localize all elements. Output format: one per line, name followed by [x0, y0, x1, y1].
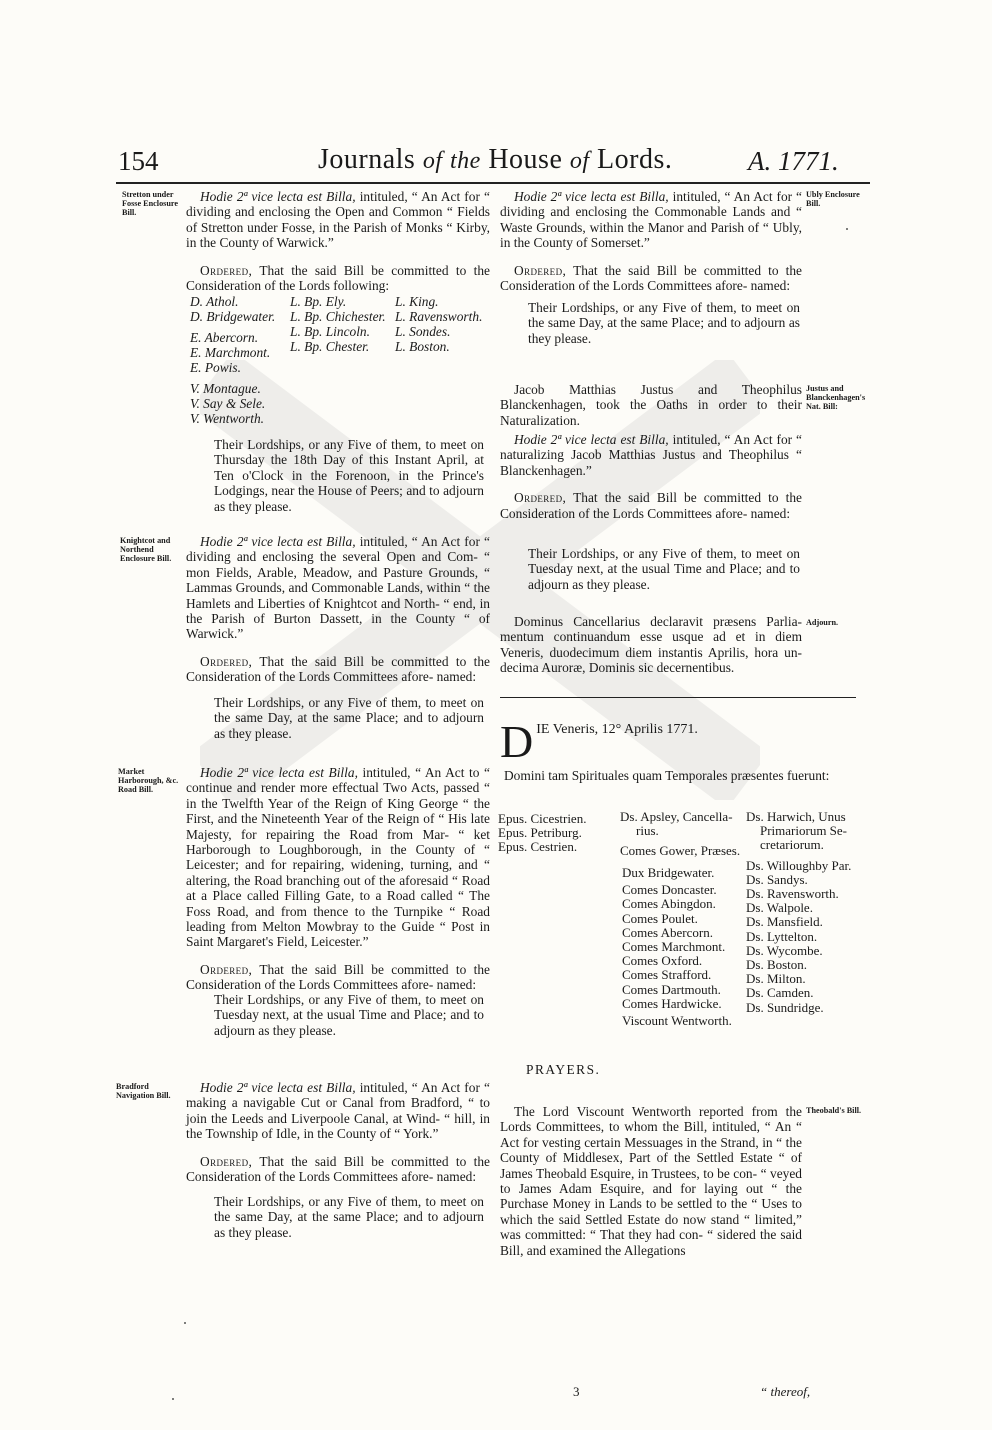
- print-speck: [184, 1322, 186, 1324]
- attendee: Ds. Boston.: [746, 957, 808, 973]
- header-rule: [116, 182, 870, 184]
- meeting-market-harborough: [186, 992, 490, 1038]
- attendee: Comes Hardwicke.: [622, 995, 722, 1011]
- margin-note-stretton: Stretton under Fosse Enclosure Bill.: [122, 190, 179, 217]
- lord-name: L. Bp. Chichester.: [290, 309, 386, 324]
- lord-name: L. Bp. Lincoln.: [290, 324, 370, 339]
- attendee: Comes Abercorn.: [622, 924, 713, 940]
- lord-name: L. King.: [395, 294, 439, 309]
- attendee: Dux Bridgewater.: [622, 865, 715, 880]
- margin-note-bradford: Bradford Navigation Bill.: [116, 1082, 171, 1100]
- attendee: Epus. Petriburg.: [498, 825, 582, 841]
- ordered-text: That the said Bill be committed to the Consideration of the Lords Committees afore- named:: [186, 1153, 490, 1185]
- print-speck: [846, 228, 848, 230]
- margin-note-theobald: Theobald's Bill.: [806, 1106, 862, 1115]
- catchword: “ thereof,: [760, 1384, 811, 1399]
- print-speck: [172, 1398, 174, 1400]
- entry-bradford: [186, 1080, 490, 1184]
- attendee: Comes Doncaster.: [622, 882, 717, 898]
- entry-knightcot: [186, 534, 490, 685]
- attendee: Comes Dartmouth.: [622, 981, 721, 997]
- page-number: 154: [118, 146, 159, 176]
- meeting-text: Their Lordships, or any Five of them, to meet on the same Day, at the same Place; and to adjourn as they please.: [528, 300, 800, 346]
- margin-note-ubly: Ubly Enclosure Bill.: [806, 190, 860, 208]
- attendee: Comes Marchmont.: [622, 939, 726, 955]
- oaths-text: Jacob Matthias Justus and Theophilus Blanckenhagen, took the Oaths in order to their Naturalization.: [500, 382, 802, 428]
- entry-ubly: [500, 189, 802, 293]
- bill-text: intituled, “ An Act for “ naturalizing Jacob Matthias Justus and Theophilus “ Blanckenhagen.”: [500, 432, 802, 478]
- meeting-stretton: [186, 437, 490, 514]
- bill-text: intituled, “ An Act for “ making a navigable Cut or Canal from Bradford, “ to join the Leeds and Liverpoole Canal, at Wind- “ hill, in the Township of Idle, in the County of “ York.”: [186, 1080, 490, 1142]
- hodie-phrase: Hodie 2ª vice lecta est Billa,: [514, 432, 669, 447]
- meeting-knightcot: [186, 695, 490, 741]
- attendee: Epus. Cestrien.: [498, 839, 578, 855]
- attendance-barons: [746, 810, 851, 1015]
- margin-note-market-harborough: Market Harborough, &c. Road Bill.: [118, 767, 179, 794]
- attendee: Ds. Willoughby Par.: [746, 857, 852, 873]
- attendee-cont: cretariorum.: [760, 837, 824, 853]
- meeting-text: Their Lordships, or any Five of them, to meet on Tuesday next, at the usual Time and Place; and to adjourn as they please.: [214, 992, 484, 1038]
- meeting-justus: [500, 546, 806, 592]
- attendee: Ds. Lyttelton.: [746, 928, 818, 944]
- attendance-officers: [620, 810, 740, 859]
- attendee: Ds. Sandys.: [746, 871, 808, 887]
- bill-text: intituled, “ An Act for “ dividing and enclosing the several Open and Com- “ mon Fields, Arable, Meadow, and Pasture Grounds, “ Lammas Grounds, and Commonable Lands, within “ the Hamlets and Liberties of Knightcot and North- “ end, in the Parish of Burton Dassett, in the County “ of Warwick.”: [186, 534, 490, 642]
- lord-name: L. Bp. Ely.: [290, 294, 347, 309]
- lord-name: E. Abercorn.: [190, 330, 259, 345]
- ordered-text: That the said Bill be committed to the Consideration of the Lords Committees afore- named:: [186, 653, 490, 685]
- attendee: Ds. Ravensworth.: [746, 886, 839, 902]
- ordered-word: Ordered,: [200, 1153, 253, 1169]
- margin-note-justus: Justus and Blanckenhagen's Nat. Bill:: [806, 384, 866, 411]
- attendee: Comes Oxford.: [622, 953, 703, 969]
- signature-mark: 3: [573, 1384, 580, 1399]
- meeting-text: Their Lordships, or any Five of them, to meet on the same Day, at the same Place; and to adjourn as they please.: [214, 695, 484, 741]
- lord-name: D. Bridgewater.: [190, 309, 276, 324]
- lord-name: L. Sondes.: [395, 324, 451, 339]
- hodie-phrase: Hodie 2ª vice lecta est Billa,: [200, 534, 356, 549]
- title-of-1: of: [422, 148, 443, 174]
- entry-stretton: [186, 189, 490, 293]
- prayers-heading: PRAYERS.: [526, 1062, 601, 1077]
- hodie-phrase: Hodie 2ª vice lecta est Billa,: [200, 1080, 356, 1095]
- lords-committee-list: [190, 294, 490, 426]
- hodie-phrase: Hodie 2ª vice lecta est Billa,: [200, 189, 356, 204]
- ordered-text: That the said Bill be committed to the Consideration of the Lords Committees afore- named:: [500, 262, 802, 294]
- lord-name: D. Athol.: [190, 294, 239, 309]
- entry-oaths: [500, 382, 802, 428]
- attendee: Comes Strafford.: [622, 967, 712, 983]
- ordered-text: That the said Bill be committed to the Consideration of the Lords Committees afore- named:: [186, 961, 490, 993]
- bill-text: intituled, “ An Act to “ continue and render more effectual Two Acts, passed “ in the Twelfth Year of the Reign of King George “ the First, and the Nineteenth Year of the Reign of “ His late Majesty, for repairing the Road from Mar- “ ket Harborough to Loughborough, in the County of “ Leicester; and for repairing, widening, turning, and “ altering, the Road branching out of the aforesaid “ Road at a Place called Filling Gate, to a Road called “ The Foss Road, and from thence to the Turnpike “ Road leading from Melton Mowbray to the Guide “ Post in Saint Margaret's Field, Leicester.”: [186, 765, 490, 950]
- attendee: Ds. Sundridge.: [746, 999, 824, 1015]
- ordered-word: Ordered,: [200, 262, 253, 278]
- entry-adjourn: [500, 614, 802, 676]
- adjourn-text: Dominus Cancellarius declaravit præsens Parlia- mentum continuandum esse usque ad et in diem Veneris, duodecimum diem instantis Aprilis, hora un- decima Auroræ, Dominis sic decernentibus.: [500, 614, 802, 676]
- attendee: Ds. Mansfield.: [746, 914, 823, 930]
- attendance-bishops: [498, 812, 586, 855]
- ordered-word: Ordered,: [200, 653, 253, 669]
- attendee: Comes Abingdon.: [622, 896, 716, 912]
- year: A. 1771.: [748, 146, 839, 176]
- present-text: Domini tam Spirituales quam Temporales præsentes fuerunt:: [504, 768, 830, 783]
- attendee: Ds. Apsley, Cancella-: [620, 809, 733, 824]
- hodie-phrase: Hodie 2ª vice lecta est Billa,: [514, 189, 669, 204]
- ordered-word: Ordered,: [514, 262, 567, 278]
- meeting-bradford: [186, 1194, 490, 1240]
- present-line: [504, 768, 856, 783]
- attendee: Ds. Milton.: [746, 971, 806, 987]
- running-head: [318, 144, 672, 176]
- ordered-word: Ordered,: [200, 961, 253, 977]
- title-house: House: [488, 144, 563, 175]
- lord-name: E. Powis.: [190, 360, 241, 375]
- attendee-cont: rius.: [636, 823, 659, 839]
- title-of-2: of: [569, 148, 590, 174]
- lords-list-col-1: [190, 294, 290, 426]
- meeting-text: Their Lordships, or any Five of them, to meet on Thursday the 18th Day of this Instant April, at Ten o'Clock in the Forenoon, in the Prince's Lodgings, near the House of Peers; and to adjourn as they please.: [214, 437, 484, 514]
- lord-name: E. Marchmont.: [190, 345, 271, 360]
- meeting-text: Their Lordships, or any Five of them, to meet on Tuesday next, at the usual Time and Place; and to adjourn as they please.: [528, 546, 800, 592]
- lord-name: V. Montague.: [190, 381, 261, 396]
- bill-text: intituled, “ An Act for “ dividing and enclosing the Open and Common “ Fields of Stretton under Fosse, in the Parish of Monks “ Kirby, in the County of Warwick.”: [186, 189, 490, 251]
- ordered-text: That the said Bill be committed to the Consideration of the Lords following:: [186, 262, 490, 294]
- title-journals: Journals: [318, 144, 416, 175]
- attendance-earls: [622, 866, 732, 1028]
- lord-name: V. Wentworth.: [190, 411, 265, 426]
- attendee: Ds. Camden.: [746, 985, 814, 1001]
- margin-note-knightcot: Knightcot and Northend Enclosure Bill.: [120, 536, 172, 563]
- lords-list-col-3: [395, 294, 490, 426]
- attendee: Viscount Wentworth.: [622, 1013, 732, 1029]
- attendee-cont: Primariorum Se-: [760, 823, 848, 839]
- entry-market-harborough: [186, 765, 490, 993]
- entry-theobald: [500, 1104, 802, 1258]
- ordered-word: Ordered,: [514, 490, 567, 506]
- lord-name: V. Say & Sele.: [190, 396, 266, 411]
- drop-cap: D: [500, 716, 534, 767]
- attendee: Ds. Walpole.: [746, 900, 813, 916]
- section-rule: [500, 697, 856, 698]
- ordered-text: That the said Bill be committed to the Consideration of the Lords Committees afore- named:: [500, 490, 802, 521]
- title-lords: Lords.: [597, 144, 673, 175]
- attendee: Ds. Wycombe.: [746, 942, 823, 958]
- attendee: Ds. Harwich, Unus: [746, 809, 846, 824]
- attendee: Comes Gower, Præses.: [620, 843, 741, 859]
- attendee: Epus. Cicestrien.: [498, 811, 587, 826]
- margin-note-adjourn: Adjourn.: [806, 618, 839, 627]
- hodie-phrase: Hodie 2ª vice lecta est Billa,: [200, 765, 358, 780]
- entry-justus-bill: [500, 432, 802, 521]
- attendee: Comes Poulet.: [622, 910, 698, 926]
- die-heading-text: IE Veneris, 12° Aprilis 1771.: [536, 722, 698, 737]
- meeting-ubly: [500, 300, 806, 346]
- meeting-text: Their Lordships, or any Five of them, to meet on the same Day, at the same Place; and to adjourn as they please.: [214, 1194, 484, 1240]
- lord-name: L. Boston.: [395, 339, 450, 354]
- lord-name: L. Bp. Chester.: [290, 339, 370, 354]
- die-heading: [500, 716, 860, 767]
- lords-list-col-2: [290, 294, 395, 426]
- lord-name: L. Ravensworth.: [395, 309, 483, 324]
- title-the: the: [450, 148, 481, 174]
- bill-text: intituled, “ An Act for “ dividing and enclosing the Commonable Lands and “ Waste Grounds, within the Manor and Parish of “ Ubly, in the County of Somerset.”: [500, 189, 802, 251]
- report-text: The Lord Viscount Wentworth reported from the Lords Committees, to whom the Bill, intituled, “ An “ Act for vesting certain Messuages in the Strand, in “ the County of Middlesex, Part of the Settled Estate “ of James Theobald Esquire, in Trustees, to be con- “ veyed to James Adam Esquire, and for laying out “ the Purchase Money in Lands to be settled to the “ Uses to which the said Settled Estate do now stand “ limited,” was committed: “ That they had con- “ sidered the said Bill, and examined the Allegations: [500, 1104, 802, 1258]
